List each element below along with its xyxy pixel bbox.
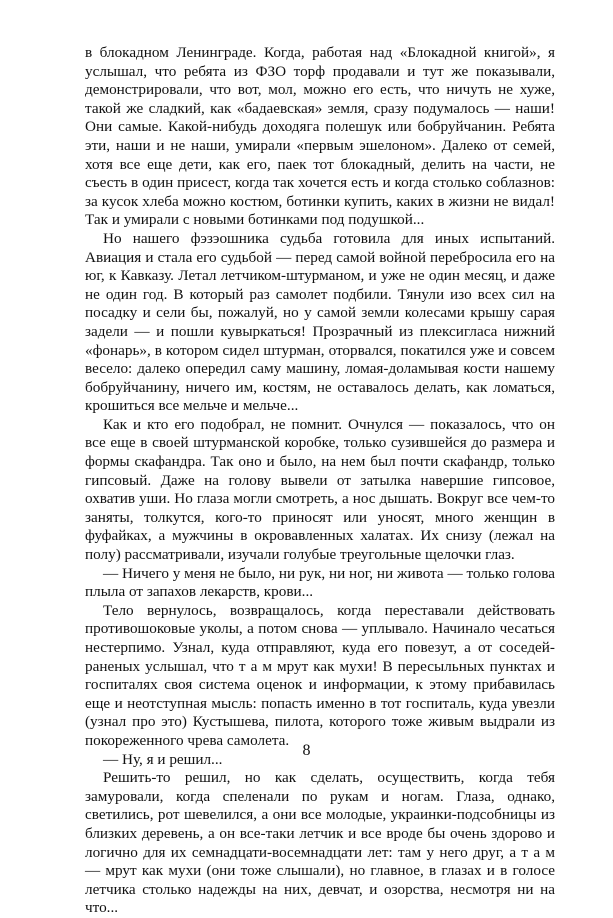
paragraph: в блокадном Ленинграде. Когда, работая над «Блокадной книгой», я услышал, что ребята из ФЗО торф продавали и тут же показывали, демонстрировали, что вот, мол, можно его есть, что ничуть не хуже, такой же сладкий, как «бадаевская» земля, сразу подумалось — наши! Они самые. Какой-нибудь доходяга полешук или бобруйчанин. Ребята эти, наши и не наши, умирали «первым эшелоном». Далеко от семей, хотя все еще дети, как его, паек тот блокадный, делить на части, не съесть в один присест, когда так хочется есть и когда столько соблазнов: за кусок хлеба можно костюм, ботинки купить, каких в жизни не видал! Так и умирали с новыми ботинками под подушкой... <box>85 44 555 229</box>
paragraph: Тело вернулось, возвращалось, когда переставали действовать противошоковые уколы, а потом снова — уплывало. Начинало чесаться нестерпимо. Узнал, куда отправляют, куда его повезут, а от соседей-раненых услышал, что т а м мрут как мухи! В пересыльных пунктах и госпиталях своя система оценок и информации, к этому прибавилась еще и неотступная мысль: попасть именно в тот госпиталь, куда увезли (узнал про это) Кустышева, пилота, которого тоже живым выдрали из покореженного чрева самолета. <box>85 601 555 749</box>
dialogue-line: — Ничего у меня не было, ни рук, ни ног, ни живота — только голова плыла от запахов лекарств, крови... <box>85 564 555 601</box>
page-number: 8 <box>302 742 311 759</box>
paragraph: Но нашего фэзэошника судьба готовила для иных испытаний. Авиация и стала его судьбой — перед самой войной перебросила его на юг, к Кавказу. Летал летчиком-штурманом, и уже не один месяц, и даже не один год. В который раз самолет подбили. Тянули изо всех сил на посадку и сели бы, пожалуй, но у самой земли колесами крышу сарая задели — и пошли кувыркаться! Прозрачный из плексигласа нижний «фонарь», в котором сидел штурман, оторвался, покатился уже и совсем весело: далеко опередил саму машину, ломая-доламывая кости нашему бобруйчанину, ничего им, костям, не оставалось делать, как ломаться, крошиться все мельче и мельче... <box>85 229 555 415</box>
body-text <box>85 44 555 918</box>
paragraph: Решить-то решил, но как сделать, осуществить, когда тебя замуровали, когда спеленали по рукам и ногам. Глаза, однако, светились, рот шевелился, а они все молодые, украинки-подсобницы из близких деревень, а он все-таки летчик и все вроде бы очень здорово и логично для их семнадцати-восемнадцати лет: там у него друг, а т а м — мрут как мухи (они тоже слышали), но главное, в глазах и в голосе летчика столько надежды на них, девчат, и озорства, несмотря ни на что... <box>85 769 555 917</box>
paragraph: Как и кто его подобрал, не помнит. Очнулся — показалось, что он все еще в своей штурманской коробке, только сузившейся до размера и формы скафандра. Так оно и было, на нем был почти скафандр, только гипсовый. Даже на голову вывели от затылка навершие гипсовое, охватив уши. Но глаза могли смотреть, а нос дышать. Вокруг все чем-то заняты, толкутся, кого-то приносят или уносят, много женщин в фуфайках, а мужчины в окровавленных халатах. Их снизу (лежал на полу) рассматривали, изучали голубые треугольные щелочки глаз. <box>85 415 555 564</box>
dialogue-line: — Ну, я и решил... <box>103 750 223 768</box>
